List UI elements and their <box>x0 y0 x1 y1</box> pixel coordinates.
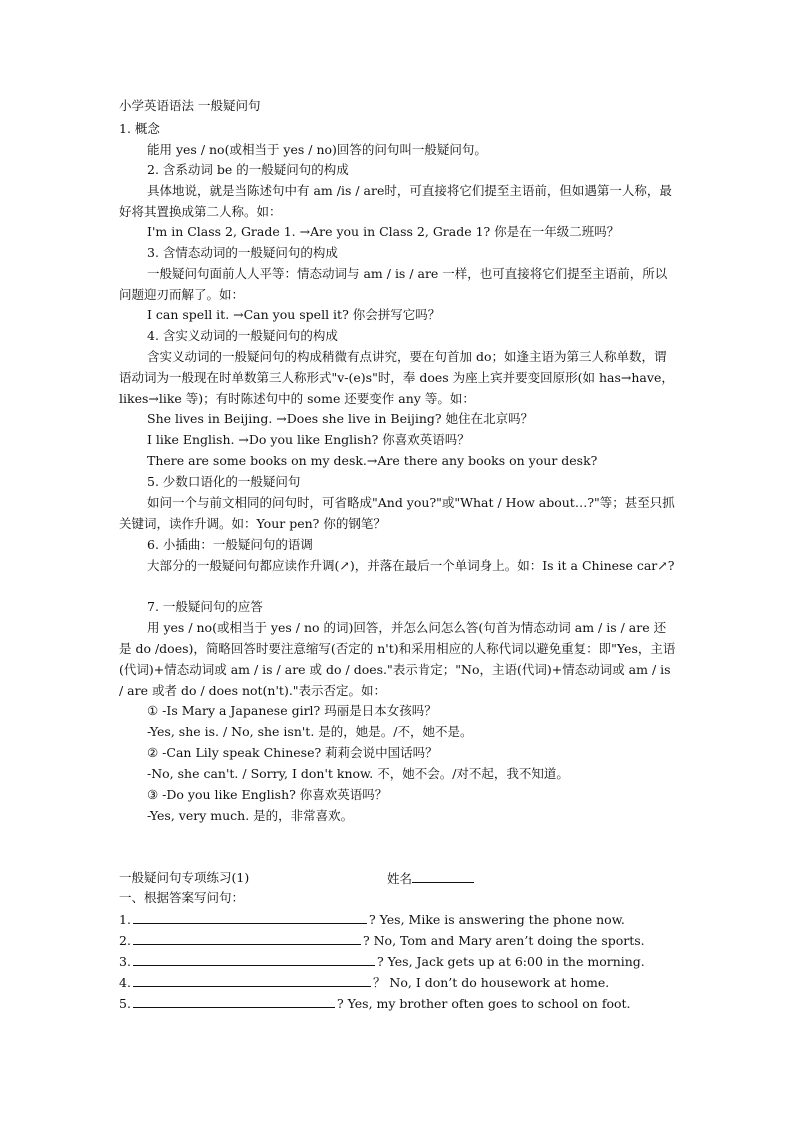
section-4-example-3: There are some books on my desk.→Are there any books on your desk? <box>147 453 598 468</box>
section-6-heading: 6. 小插曲：一般疑问句的语调 <box>147 537 313 552</box>
answer-blank[interactable] <box>133 973 371 987</box>
item-number: 5. <box>119 996 131 1011</box>
answer-blank[interactable] <box>133 952 375 966</box>
section-4-example-1: She lives in Beijing. →Does she live in Beijing? 她住在北京吗？ <box>147 411 534 426</box>
item-number: 3. <box>119 954 131 969</box>
section-3-example: I can spell it. →Can you spell it? 你会拼写它吗？ <box>147 307 441 322</box>
section-4-heading: 4. 含实义动词的一般疑问句的构成 <box>147 328 338 343</box>
section-1-text: 能用 yes / no(或相当于 yes / no)回答的问句叫一般疑问句。 <box>147 142 487 157</box>
section-3-text: 一般疑问句面前人人平等：情态动词与 am / is / are 一样，也可直接将它们提至主语前，所以问题迎刃而解了。如： <box>119 266 668 302</box>
list-item <box>119 931 645 950</box>
list-item <box>119 910 625 929</box>
item-answer: ? Yes, my brother often goes to school on foot. <box>336 996 631 1011</box>
item-number: 2. <box>119 933 131 948</box>
section-5-heading: 5. 少数口语化的一般疑问句 <box>147 474 301 489</box>
item-answer: ? No, Tom and Mary aren’t doing the sports. <box>362 933 645 948</box>
section-4-text: 含实义动词的一般疑问句的构成稍微有点讲究，要在句首加 do；如逢主语为第三人称单数，谓语动词为一般现在时单数第三人称形式"v-(e)s"时，奉 does 为座上宾并要变回原形(如 has→have，likes→like 等)；有时陈述句中的 some 还要变作 any 等。如： <box>119 349 674 406</box>
section-7-text: 用 yes / no(或相当于 yes / no 的词)回答，并怎么问怎么答(句首为情态动词 am / is / are 还是 do /does)，简略回答时要注意缩写(否定的 n't)和采用相应的人称代词以避免重复：即"Yes，主语(代词)+情态动词或 am / is / are 或 do / does."表示肯定；"No，主语(代词)+情态动词或 am / is / are 或者 do / does not(n't)."表示否定。如： <box>119 620 676 698</box>
section-7-example-2-question: ② -Can Lily speak Chinese? 莉莉会说中国话吗？ <box>147 745 438 760</box>
section-7-example-3-answer: -Yes, very much. 是的，非常喜欢。 <box>147 808 354 823</box>
section-2-heading: 2. 含系动词 be 的一般疑问句的构成 <box>147 162 349 177</box>
list-item <box>119 994 631 1013</box>
section-7-example-2-answer: -No, she can't. / Sorry, I don't know. 不，她不会。/对不起，我不知道。 <box>147 766 569 781</box>
name-label: 姓名 <box>387 871 413 886</box>
section-3-heading: 3. 含情态动词的一般疑问句的构成 <box>147 245 338 260</box>
section-6-text: 大部分的一般疑问句都应读作升调(↗)，并落在最后一个单词身上。如：Is it a Chinese car↗? <box>147 558 675 573</box>
section-7-example-1-question: ① -Is Mary a Japanese girl? 玛丽是日本女孩吗？ <box>147 703 437 718</box>
section-7-example-1-answer: -Yes, she is. / No, she isn't. 是的，她是。/不，她不是。 <box>147 724 473 739</box>
practice-part-1-heading: 一、根据答案写问句： <box>119 890 245 905</box>
item-number: 4. <box>119 975 131 990</box>
section-2-text: 具体地说，就是当陈述句中有 am /is / are时，可直接将它们提至主语前，但如遇第一人称，最好将其置换成第二人称。如： <box>119 183 672 219</box>
item-number: 1. <box>119 912 131 927</box>
section-7-heading: 7. 一般疑问句的应答 <box>147 599 263 614</box>
item-answer: ? Yes, Mike is answering the phone now. <box>368 912 625 927</box>
answer-blank[interactable] <box>133 931 361 945</box>
answer-blank[interactable] <box>133 910 367 924</box>
section-2-example: I'm in Class 2, Grade 1. →Are you in Class 2, Grade 1? 你是在一年级二班吗？ <box>147 224 620 239</box>
item-answer: ? Yes, Jack gets up at 6:00 in the morning. <box>376 954 645 969</box>
list-item <box>119 952 645 971</box>
section-7-example-3-question: ③ -Do you like English? 你喜欢英语吗？ <box>147 787 388 802</box>
practice-title: 一般疑问句专项练习(1) <box>119 870 250 885</box>
section-1-heading: 1. 概念 <box>119 121 160 136</box>
item-answer: ？ No, I don’t do housework at home. <box>372 975 610 990</box>
list-item <box>119 973 609 992</box>
name-blank[interactable] <box>412 869 474 883</box>
doc-title: 小学英语语法 一般疑问句 <box>119 98 261 113</box>
answer-blank[interactable] <box>133 994 335 1008</box>
section-4-example-2: I like English. →Do you like English? 你喜欢英语吗？ <box>147 432 470 447</box>
name-field-row <box>387 869 474 888</box>
section-5-text: 如问一个与前文相同的问句时，可省略成"And you?"或"What / How about…?"等；甚至只抓关键词，读作升调。如：Your pen? 你的钢笔？ <box>119 495 675 531</box>
